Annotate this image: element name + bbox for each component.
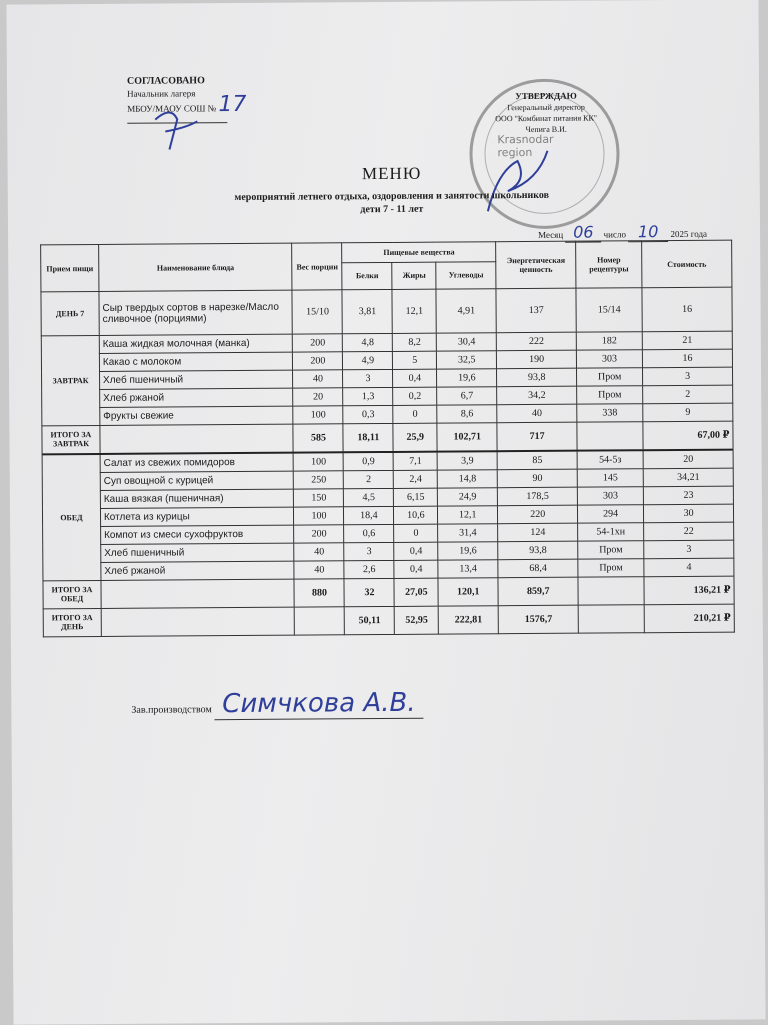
recipe-cell: 54-5з xyxy=(577,450,643,469)
day-value: 10 xyxy=(628,222,668,242)
stamp-line-2: region xyxy=(497,145,533,160)
cost-cell: 2 xyxy=(643,385,733,404)
protein-cell: 3 xyxy=(343,369,393,387)
carbs-cell: 24,9 xyxy=(438,487,498,505)
protein-cell: 1,3 xyxy=(343,387,393,405)
carbs-cell: 14,8 xyxy=(437,469,497,487)
total-carbs: 120,1 xyxy=(438,577,498,605)
energy-cell: 137 xyxy=(496,288,576,333)
school-number-handwritten: 17 xyxy=(218,91,247,118)
total-energy: 717 xyxy=(497,422,577,451)
protein-cell: 4,9 xyxy=(343,351,393,369)
dish-name: Каша жидкая молочная (манка) xyxy=(99,334,293,353)
fat-cell: 10,6 xyxy=(394,506,438,524)
protein-cell: 3 xyxy=(344,542,394,560)
recipe-cell: 303 xyxy=(577,486,643,504)
carbs-cell: 32,5 xyxy=(437,351,497,369)
empty-cell xyxy=(100,424,294,453)
signature-left xyxy=(147,99,207,159)
weight-cell: 100 xyxy=(293,406,343,424)
fat-cell: 0 xyxy=(394,524,438,542)
recipe-cell: 303 xyxy=(577,350,643,368)
approval-right-position: Генеральный директор xyxy=(507,102,585,113)
protein-cell: 4,8 xyxy=(343,333,393,351)
footer-signature-name: Симчкова А.В. xyxy=(214,688,424,720)
header-row-1 xyxy=(41,240,732,265)
fat-cell: 0,4 xyxy=(393,369,437,387)
total-carbs: 102,71 xyxy=(437,423,497,451)
empty-cell xyxy=(295,606,345,634)
approval-right-company: ООО "Комбинат питания КК" xyxy=(495,113,598,124)
day-total-row xyxy=(43,604,734,637)
fat-cell: 5 xyxy=(393,351,437,369)
energy-cell: 85 xyxy=(497,450,577,469)
header-protein: Белки xyxy=(342,262,392,290)
protein-cell: 2 xyxy=(344,470,394,488)
lunch-label: ОБЕД xyxy=(42,453,101,580)
total-weight: 880 xyxy=(294,578,344,606)
stamp-line-1: Krasnodar xyxy=(497,132,554,147)
carbs-cell: 4,91 xyxy=(436,289,496,333)
header-carbs: Углеводы xyxy=(436,261,496,289)
energy-cell: 34,2 xyxy=(497,386,577,405)
footer-label: Зав.производством xyxy=(131,704,212,716)
total-cost: 67,00 ₽ xyxy=(643,421,733,450)
approval-block-right xyxy=(495,91,597,136)
protein-cell: 4,5 xyxy=(344,488,394,506)
recipe-cell: 15/14 xyxy=(576,288,642,332)
empty-cell xyxy=(578,604,644,632)
weight-cell: 250 xyxy=(294,470,344,488)
document-title: МЕНЮ xyxy=(361,163,422,184)
weight-cell: 40 xyxy=(293,370,343,388)
recipe-cell: Пром xyxy=(578,540,644,558)
cost-cell: 30 xyxy=(644,504,734,523)
approval-left-position: Начальник лагеря xyxy=(127,88,196,99)
empty-cell xyxy=(101,607,295,636)
weight-cell: 100 xyxy=(294,506,344,524)
protein-cell: 3,81 xyxy=(342,289,392,333)
dish-name: Котлета из курицы xyxy=(100,507,294,526)
cost-cell: 9 xyxy=(643,403,733,422)
protein-cell: 0,9 xyxy=(344,451,394,470)
carbs-cell: 3,9 xyxy=(437,451,497,470)
cost-cell: 16 xyxy=(642,349,732,368)
fat-cell: 0,2 xyxy=(393,387,437,405)
dish-name: Хлеб ржаной xyxy=(100,388,294,407)
energy-cell: 68,4 xyxy=(498,559,578,578)
header-weight: Вес порции xyxy=(292,243,342,290)
weight-cell: 200 xyxy=(294,524,344,542)
energy-cell: 178,5 xyxy=(498,487,578,506)
recipe-cell: Пром xyxy=(577,368,643,386)
header-energy: Энергетическая ценность xyxy=(496,241,576,289)
dish-name: Компот из смеси сухофруктов xyxy=(101,525,295,544)
recipe-cell: 294 xyxy=(578,504,644,522)
dish-name: Какао с молоком xyxy=(99,352,293,371)
total-protein: 18,11 xyxy=(343,423,393,451)
empty-cell xyxy=(577,422,643,450)
total-label: ИТОГО ЗА ЗАВТРАК xyxy=(42,425,100,453)
carbs-cell: 19,6 xyxy=(438,541,498,559)
total-cost: 136,21 ₽ xyxy=(644,576,734,605)
protein-cell: 2,6 xyxy=(344,560,394,578)
header-fat: Жиры xyxy=(392,262,436,290)
weight-cell: 20 xyxy=(293,388,343,406)
total-label: ИТОГО ЗА ДЕНЬ xyxy=(43,608,101,636)
subtitle-line-1: мероприятий летнего отдыха, оздоровления и занятости школьников xyxy=(234,189,550,204)
recipe-cell: Пром xyxy=(577,386,643,404)
total-energy: 859,7 xyxy=(498,577,578,606)
cost-cell: 3 xyxy=(643,367,733,386)
weight-cell: 40 xyxy=(294,560,344,578)
fat-cell: 0 xyxy=(393,405,437,423)
total-fat: 27,05 xyxy=(394,578,438,606)
empty-cell xyxy=(578,576,644,604)
carbs-cell: 31,4 xyxy=(438,523,498,541)
weight-cell: 150 xyxy=(294,488,344,506)
energy-cell: 124 xyxy=(498,523,578,542)
cost-cell: 23 xyxy=(643,486,733,505)
day-label: число xyxy=(603,229,627,240)
weight-cell: 100 xyxy=(294,452,344,471)
year-label: 2025 года xyxy=(670,228,708,240)
cost-cell: 16 xyxy=(642,287,732,332)
total-fat: 25,9 xyxy=(393,423,437,451)
total-label: ИТОГО ЗА ОБЕД xyxy=(43,580,101,608)
total-weight: 585 xyxy=(293,424,343,452)
dish-name: Сыр твердых сортов в нарезке/Масло сливочное (порциями) xyxy=(99,290,293,335)
breakfast-label: ЗАВТРАК xyxy=(41,335,100,425)
document-subtitle xyxy=(8,187,768,218)
cost-cell: 34,21 xyxy=(643,468,733,487)
protein-cell: 18,4 xyxy=(344,506,394,524)
energy-cell: 93,8 xyxy=(497,368,577,387)
header-nutrients: Пищевые вещества xyxy=(342,242,496,263)
dish-name: Хлеб пшеничный xyxy=(99,370,293,389)
fat-cell: 2,4 xyxy=(394,470,438,488)
approval-left-title: СОГЛАСОВАНО xyxy=(126,75,205,87)
weight-cell: 40 xyxy=(294,542,344,560)
total-fat: 52,95 xyxy=(394,606,438,634)
energy-cell: 40 xyxy=(497,404,577,423)
fat-cell: 12,1 xyxy=(392,289,436,333)
dish-name: Фрукты свежие xyxy=(100,406,294,425)
recipe-cell: 338 xyxy=(577,404,643,422)
weight-cell: 200 xyxy=(293,352,343,370)
energy-cell: 90 xyxy=(497,469,577,488)
weight-cell: 200 xyxy=(293,334,343,352)
carbs-cell: 13,4 xyxy=(438,559,498,577)
total-protein: 32 xyxy=(344,578,394,606)
carbs-cell: 19,6 xyxy=(437,369,497,387)
approval-right-name: Чепига В.И. xyxy=(525,124,567,135)
carbs-cell: 6,7 xyxy=(437,387,497,405)
header-cost: Стоимость xyxy=(642,240,732,288)
cost-cell: 3 xyxy=(644,540,734,559)
weight-cell: 15/10 xyxy=(292,290,342,334)
subtitle-line-2: дети 7 - 11 лет xyxy=(360,203,424,216)
recipe-cell: Пром xyxy=(578,558,644,576)
dish-name: Салат из свежих помидоров xyxy=(100,452,294,472)
footer-signature xyxy=(131,688,423,721)
dish-name: Суп овощной с курицей xyxy=(100,471,294,490)
fat-cell: 0,4 xyxy=(394,560,438,578)
header-recipe: Номер рецептуры xyxy=(576,241,642,288)
month-label: Месяц xyxy=(538,229,564,240)
cost-cell: 21 xyxy=(642,331,732,350)
carbs-cell: 30,4 xyxy=(437,333,497,351)
dish-name: Хлеб пшеничный xyxy=(101,543,295,562)
recipe-cell: 145 xyxy=(577,468,643,486)
document-sheet xyxy=(6,0,765,1025)
protein-cell: 0,3 xyxy=(343,405,393,423)
total-energy: 1576,7 xyxy=(498,605,578,634)
total-cost: 210,21 ₽ xyxy=(644,604,734,633)
energy-cell: 220 xyxy=(498,505,578,524)
header-meal: Прием пищи xyxy=(41,245,99,292)
day-label: ДЕНЬ 7 xyxy=(41,291,99,335)
header-dish: Наименование блюда xyxy=(99,243,293,291)
month-value: 06 xyxy=(565,222,601,242)
recipe-cell: 182 xyxy=(576,332,642,350)
recipe-cell: 54-1хн xyxy=(578,522,644,540)
carbs-cell: 12,1 xyxy=(438,505,498,523)
fat-cell: 7,1 xyxy=(393,451,437,470)
fat-cell: 0,4 xyxy=(394,542,438,560)
fat-cell: 8,2 xyxy=(393,333,437,351)
energy-cell: 93,8 xyxy=(498,541,578,560)
cost-cell: 4 xyxy=(644,558,734,577)
protein-cell: 0,6 xyxy=(344,524,394,542)
dish-name: Хлеб ржаной xyxy=(101,561,295,580)
energy-cell: 222 xyxy=(496,332,576,351)
fat-cell: 6,15 xyxy=(394,488,438,506)
dish-name: Каша вязкая (пшеничная) xyxy=(100,489,294,508)
carbs-cell: 8,6 xyxy=(437,405,497,423)
empty-cell xyxy=(101,579,295,608)
menu-table xyxy=(40,240,735,637)
day-row xyxy=(41,287,732,336)
approval-left-school: МБОУ/МАОУ СОШ № xyxy=(127,103,217,114)
cost-cell: 22 xyxy=(644,522,734,541)
total-protein: 50,11 xyxy=(345,606,395,634)
approval-right-title: УТВЕРЖДАЮ xyxy=(515,90,577,102)
total-carbs: 222,81 xyxy=(438,605,498,633)
cost-cell: 20 xyxy=(643,449,733,468)
energy-cell: 190 xyxy=(497,350,577,369)
